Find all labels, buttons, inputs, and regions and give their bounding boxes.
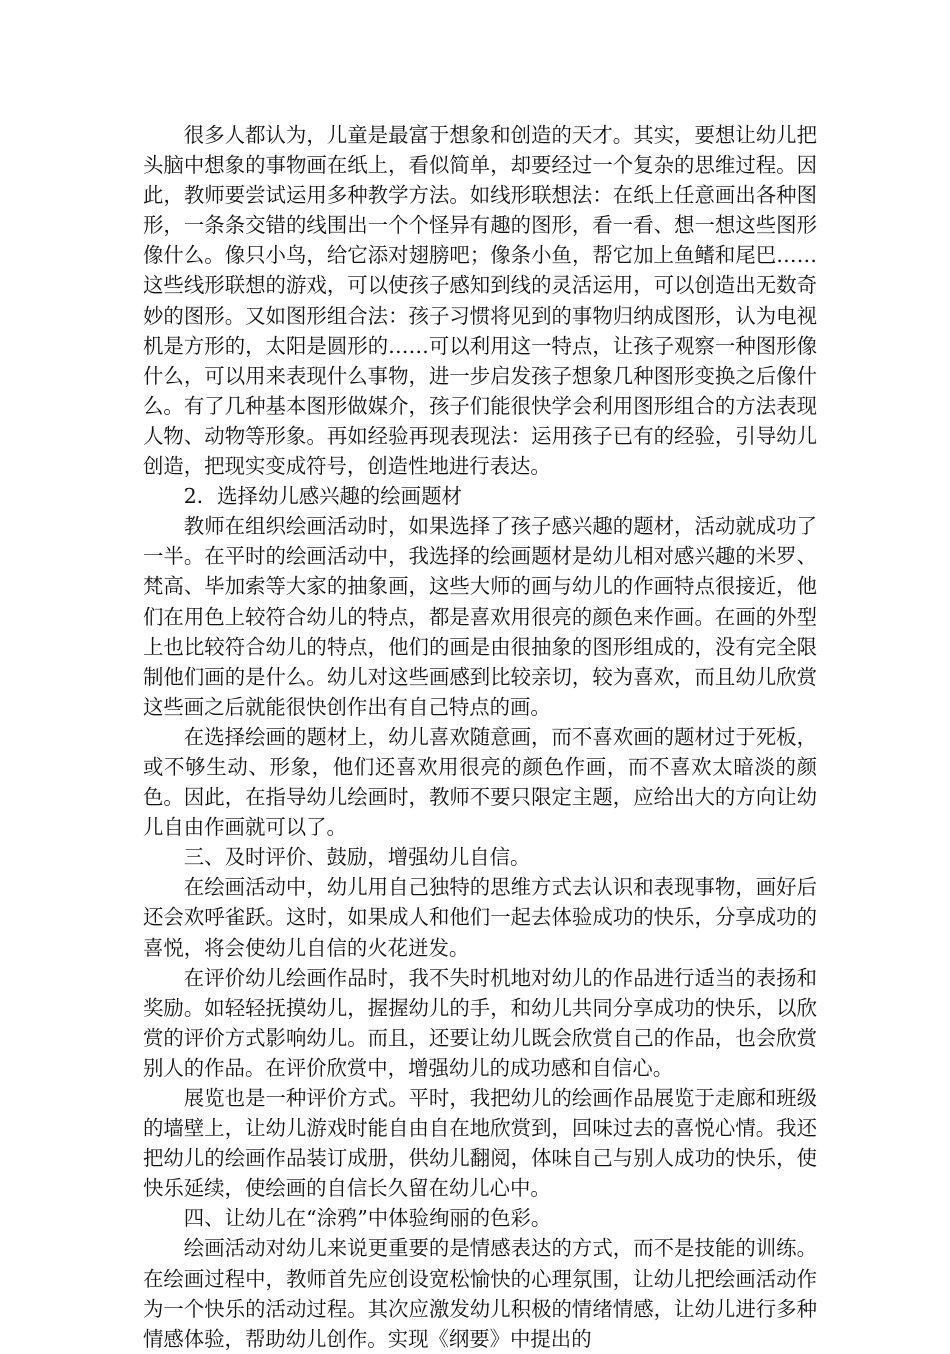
document-body (143, 120, 817, 1354)
paragraph-share-success: 在绘画活动中，幼儿用自己独特的思维方式去认识和表现事物，画好后还会欢呼雀跃。这时，如果成人和他们一起去体验成功的快乐，分享成功的喜悦，将会使幼儿自信的火花迸发。 (143, 875, 817, 960)
paragraph-choose-topics: 教师在组织绘画活动时，如果选择了孩子感兴趣的题材，活动就成功了一半。在平时的绘画活动中，我选择的绘画题材是幼儿相对感兴趣的米罗、梵高、毕加索等大家的抽象画，这些大师的画与幼儿的作画特点很接近，他们在用色上较符合幼儿的特点，都是喜欢用很亮的颜色来作画。在画的外型上也比较符合幼儿的特点，他们的画是由很抽象的图形组成的，没有完全限制他们画的是什么。幼儿对这些画感到比较亲切，较为喜欢，而且幼儿欣赏这些画之后就能很快创作出有自己特点的画。 (143, 514, 817, 719)
paragraph-imagination-methods: 很多人都认为，儿童是最富于想象和创造的天才。其实，要想让幼儿把头脑中想象的事物画在纸上，看似简单，却要经过一个复杂的思维过程。因此，教师要尝试运用多种教学方法。如线形联想法：在纸上任意画出各种图形，一条条交错的线围出一个个怪异有趣的图形，看一看、想一想这些图形像什么。像只小鸟，给它添对翅膀吧；像条小鱼，帮它加上鱼鳍和尾巴……这些线形联想的游戏，可以使孩子感知到线的灵活运用，可以创造出无数奇妙的图形。又如图形组合法：孩子习惯将见到的事物归纳成图形，认为电视机是方形的，太阳是圆形的……可以利用这一特点，让孩子观察一种图形像什么，可以用来表现什么事物，进一步启发孩子想象几种图形变换之后像什么。有了几种基本图形做媒介，孩子们能很快学会利用图形组合的方法表现人物、动物等形象。再如经验再现表现法：运用孩子已有的经验，引导幼儿创造，把现实变成符号，创造性地进行表达。 (143, 123, 817, 479)
section-heading-2: 2．选择幼儿感兴趣的绘画题材 (183, 484, 462, 509)
paragraph-evaluation: 在评价幼儿绘画作品时，我不失时机地对幼儿的作品进行适当的表扬和奖励。如轻轻抚摸幼儿，握握幼儿的手，和幼儿共同分享成功的快乐，以欣赏的评价方式影响幼儿。而且，还要让幼儿既会欣赏自己的作品，也会欣赏别人的作品。在评价欣赏中，增强幼儿的成功感和自信心。 (143, 965, 817, 1080)
paragraph-exhibition: 展览也是一种评价方式。平时，我把幼儿的绘画作品展览于走廊和班级的墙壁上，让幼儿游戏时能自由自在地欣赏到，回味过去的喜悦心情。我还把幼儿的绘画作品装订成册，供幼儿翻阅，体味自己与别人成功的快乐，使快乐延续，使绘画的自信长久留在幼儿心中。 (143, 1086, 817, 1201)
section-heading-4: 四、让幼儿在“涂鸦”中体验绚丽的色彩。 (183, 1206, 552, 1231)
section-heading-3: 三、及时评价、鼓励，增强幼儿自信。 (183, 845, 531, 870)
paragraph-emotional-expression: 绘画活动对幼儿来说更重要的是情感表达的方式，而不是技能的训练。在绘画过程中，教师首先应创设宽松愉快的心理氛围，让幼儿把绘画活动作为一个快乐的活动过程。其次应激发幼儿积极的情绪情感，让幼儿进行多种情感体验，帮助幼儿创作。实现《纲要》中提出的 (143, 1236, 817, 1351)
paragraph-topic-preferences: 在选择绘画的题材上，幼儿喜欢随意画，而不喜欢画的题材过于死板，或不够生动、形象，他们还喜欢用很亮的颜色作画，而不喜欢太暗淡的颜色。因此，在指导幼儿绘画时，教师不要只限定主题，应给出大的方向让幼儿自由作画就可以了。 (143, 724, 817, 840)
